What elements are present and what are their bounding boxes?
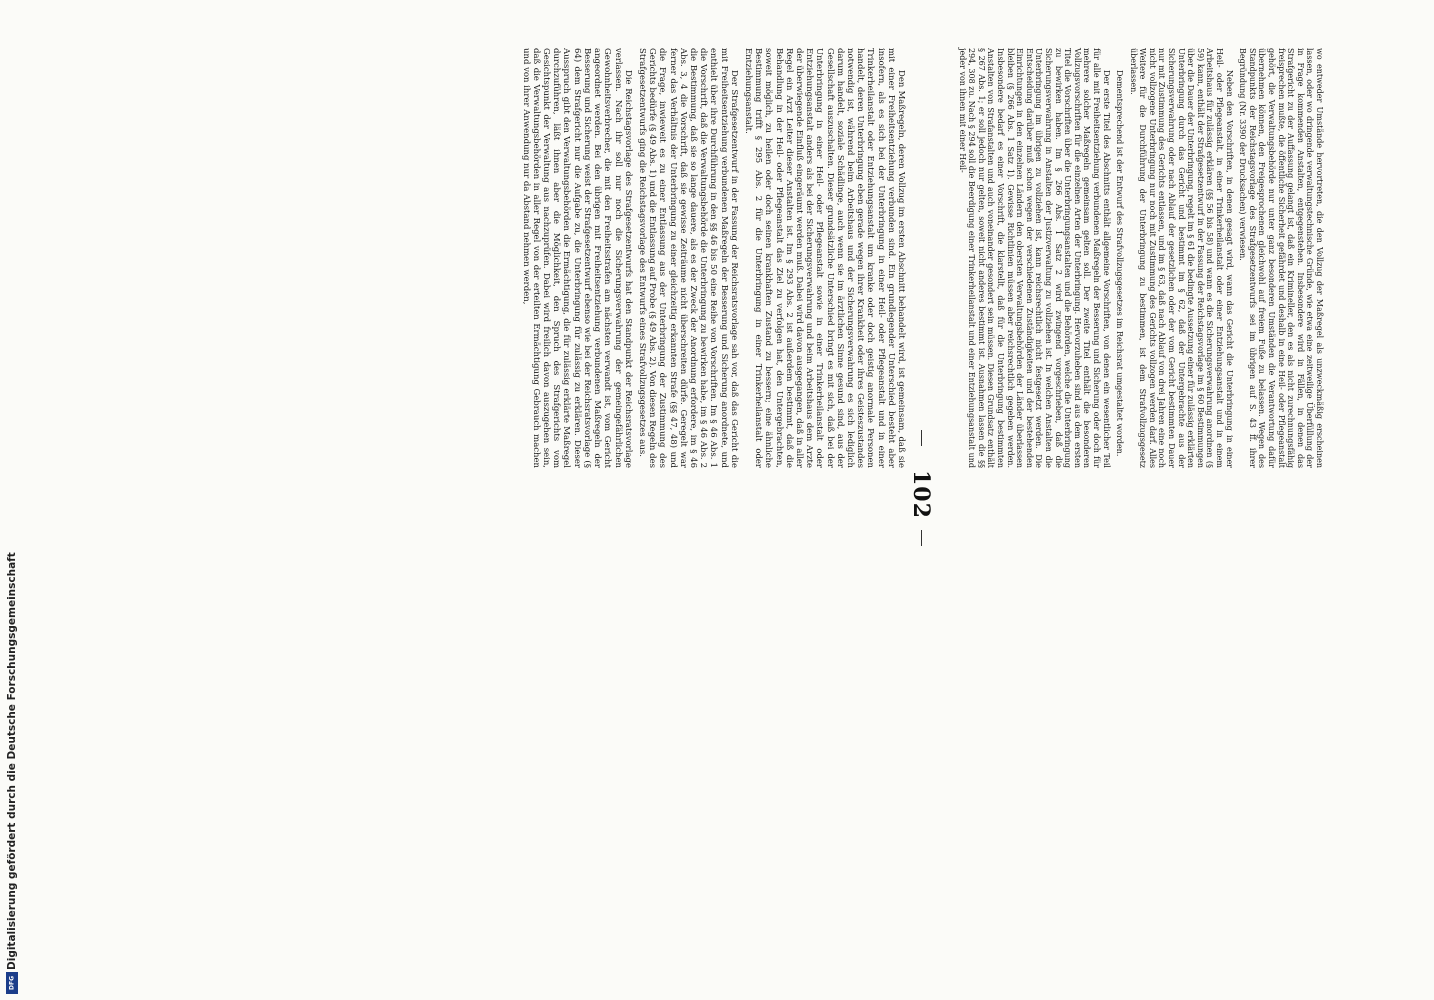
- paragraph: Den Maßregeln, deren Vollzug im ersten Abschnitt behandelt wird, ist gemeinsam, daß sie mit einer Freiheitsentziehung verbunden sind. Ein grundlegender Unterschied besteht aber insofern, als es sich bei der Unterbringung in einer Heil- oder Pflegeanstalt und in einer Trinkerheilanstalt oder Entziehungsanstalt um kranke oder doch geistig anormale Personen handelt, deren Unterbringung eben gerade wegen ihrer Krankheit oder ihres Geisteszustandes notwendig ist, während beim Arbeitshaus und der Sicherungsverwahrung es sich lediglich darum handelt, soziale Schädlinge, auch wenn sie im ärztlichen Sinne gesund sind, aus der Gesellschaft auszuschalten. Dieser grundsätzliche Unterschied bringt es mit sich, daß bei der Unterbringung in einer Heil- oder Pflegeanstalt sowie in einer Trinkerheilanstalt oder Entziehungsanstalt anders als bei der Sicherungsverwahrung und beim Arbeitshaus dem Arzte der überwiegende Einfluß eingeräumt werden muß. Dabei wird davon ausgegangen, daß in aller Regel ein Arzt Leiter dieser Anstalten ist. Im § 293 Abs. 2 ist außerdem bestimmt, daß die Behandlung in der Heil- oder Pflegeanstalt das Ziel zu verfolgen hat, den Untergebrachten, soweit möglich, zu heilen oder doch seinen krankhaften Zustand zu bessern; eine ähnliche Bestimmung trifft § 295 Abs. 2 für die Unterbringung in einer Trinkerheilanstalt oder Entziehungsanstalt.: [742, 48, 906, 468]
- page-number-dash-left: [921, 430, 922, 446]
- paragraph: Dementsprechend ist der Entwurf des Strafvollzugsgesetzes im Reichsrat umgestaltet worden.: [1115, 70, 1125, 457]
- paragraph: wo entweder Umstände hervortreten, die den Vollzug der Maßregel als unzweckmäßig erscheinen lassen, oder wo dringende verwaltungstechnische Gründe, wie etwa eine zeitweilige Überfüllung der in Frage kommenden Anstalten, entgegenstehen. Insbesondere wird in Fällen, in denen das Strafgericht zu der Auffassung gelangt ist, daß ein Krimineller, den es als nicht zurechnungsfähig freisprechen mußte, die öffentliche Sicherheit gefährdet und deshalb in eine Heil- oder Pflegeanstalt gehört, die Verwaltungsbehörde nur unter ganz besonderen Umständen die Verantwortung dafür übernehmen können, den Freigesprochenen gleichwohl auf freiem Fuße zu belassen. Wegen des Standpunkts der Reichstagsvorlage des Strafgesetzentwurfs sei im übrigen auf S. 43 ff. ihrer Begründung (Nr. 3390 der Drucksachen) verwiesen.: [1238, 48, 1324, 468]
- footer-credit: Digitalisierung gefördert durch die Deutsche Forschungsgemeinschaft: [6, 552, 18, 970]
- paragraph: Der Strafgesetzentwurf in der Fassung der Reichsratsvorlage sah vor, daß das Gericht die mit Freiheitsentziehung verbundenen Maßregeln der Besserung und Sicherung anordnete, und enthielt über ihre Durchführung in den §§ 46 bis 50 eine Reihe von Vorschriften. Im § 46 Abs. 1 die Vorschrift, daß die Verwaltungsbehörde die Unterbringung zu bewirken habe, im § 46 Abs. 2 die Bestimmung, daß sie so lange dauere, als es der Zweck der Anordnung erfordere, im § 46 Abs. 3, 4 die Vorschrift, daß sie gewisse Zeiträume nicht überschreiten dürfe. Geregelt war ferner das Verhältnis der Unterbringung zu einer gleichzeitig erkannten Strafe (§§ 47, 48) und die Frage, inwieweit es zu einer Entlassung aus der Unterbringung der Zustimmung des Gerichts bedürfe (§ 49 Abs. 1) und die Entlassung auf Probe (§ 49 Abs. 2). Von diesen Regeln des Strafgesetzentwurfs ging die Reichstagsvorlage des Entwurfs eines Strafvollzugsgesetzes aus.: [636, 48, 739, 468]
- text-column-left: [516, 48, 906, 468]
- text-column-right: [953, 48, 1324, 468]
- page-number-dash-right: [921, 530, 922, 546]
- dfg-logo: DFG: [6, 972, 18, 994]
- page-number: 102: [908, 470, 934, 519]
- paragraph: Neben den Vorschriften, in denen gesagt wird, wann das Gericht die Unterbringung in einer Heil- oder Pflegeanstalt, in einer Trinkerheilanstalt oder einer Entziehungsanstalt und in einem Arbeitshaus für zulässig erklären (§§ 56 bis 58) und wann es die Sicherungsverwahrung anordnen (§ 59) kann, enthält der Strafgesetzentwurf in der Fassung der Reichstagsvorlage im § 60 Bestimmungen über die Dauer der Unterbringung, regelt im § 61 die bedingte Aussetzung einer für zulässig erklärten Unterbringung durch das Gericht und bestimmt im § 62, daß der Untergebrachte aus der Sicherungsverwahrung oder nach Ablauf der gesetzlichen oder der vom Gericht bestimmten Dauer nur mit Zustimmung des Gerichts entlassen, und im § 63, daß nach Ablauf von drei Jahren eine noch nicht vollzogene Unterbringung nur noch mit Zustimmung des Gerichts vollzogen werden darf. Alles Weitere für die Durchführung der Unterbringung zu bestimmen, ist dem Strafvollzugsgesetz überlassen.: [1128, 48, 1234, 468]
- paragraph: Die Reichstagsvorlage des Strafgesetzentwurfs hat den Standpunkt der Reichsratsvorlage verlassen. Nach ihr soll nur noch die Sicherungsverwahrung der gemeingefährlichen Gewohnheitsverbrecher, die mit den Freiheitsstrafen am nächsten verwandt ist, vom Gericht angeordnet werden. Bei den übrigen mit Freiheitsentziehung verbundenen Maßregeln der Besserung und Sicherung weist der Strafgesetzentwurf ebenso wie bei der Reichsratsvorlage (§ 64) dem Strafgericht nur die Aufgabe zu, die Unterbringung für zulässig zu erklären. Dieser Ausspruch gibt den Verwaltungsbehörden die Ermächtigung, die für zulässig erklärte Maßregel durchzuführen, läßt ihnen aber die Möglichkeit, den Spruch des Strafgerichts vom Gesichtspunkt der Verwaltung aus nachzuprüfen. Dabei wird freilich davon auszugehen sein, daß die Verwaltungsbehörden in aller Regel von der erteilten Ermächtigung Gebrauch machen und von ihrer Anwendung nur da Abstand nehmen werden,: [520, 48, 633, 468]
- paragraph: Der erste Titel des Abschnitts enthält allgemeine Vorschriften, von denen ein wesentlicher Teil für alle mit Freiheitsentziehung verbundenen Maßregeln der Besserung und Sicherung oder doch für mehrere solcher Maßregeln gemeinsam gelten soll. Der zweite Titel enthält die besonderen Vollzugsvorschriften für die einzelnen Arten der Unterbringung. Hervorzuheben sind aus dem ersten Titel die Vorschriften über die Unterbringungsanstalten und die Behörden, welche die Unterbringung zu bewirken haben. Im § 266 Abs. 1 Satz 2 wird zwingend vorgeschrieben, daß die Sicherungsverwahrung in Anstalten der Justizverwaltung zu vollziehen ist. In welchen Anstalten die Unterbringung im übrigen zu vollziehen ist, kann reichsrechtlich nicht festgesetzt werden. Die Entscheidung darüber muß schon wegen der verschiedenen Zuständigkeiten und der bestehenden Einrichtungen in den einzelnen Ländern den obersten Verwaltungsbehörden der Länder überlassen bleiben (§ 266 Abs. 1 Satz 1). Gewisse Richtlinien müssen aber reichsrechtlich gegeben werden. Insbesondere bedarf es einer Vorschrift, die klarstellt, daß für die Unterbringung bestimmten Anstalten von Strafanstalten und auch voneinander gesondert sein müssen. Diesen Grundsatz enthält § 267 Abs. 1; er soll jedoch nur gelten, soweit nicht anderes bestimmt ist. Ausnahmen lassen die §§ 294, 308 zu. Nach § 294 soll die Beerdigung einer Trinkerheilanstalt und einer Entziehungsanstalt und jeder von ihnen mit einer Heil-: [957, 48, 1111, 468]
